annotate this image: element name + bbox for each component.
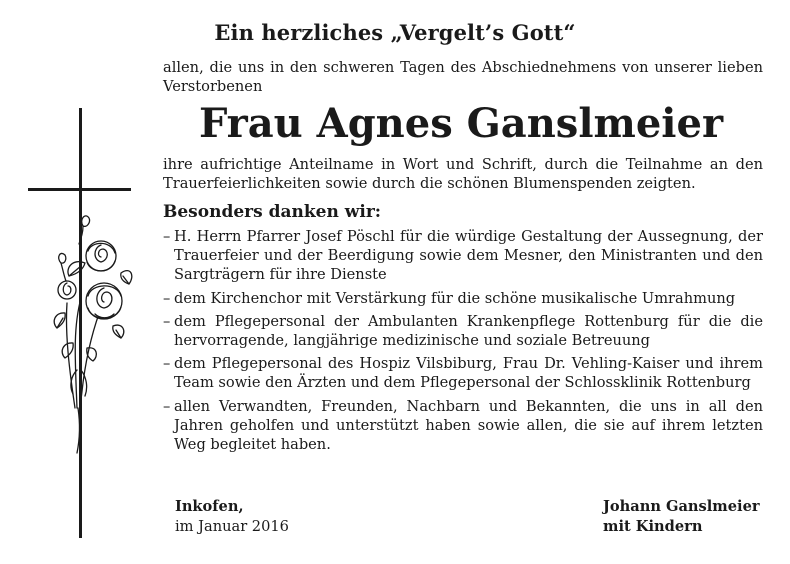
footer-place: Inkofen, [175,498,244,515]
list-item [163,312,763,350]
thanks-text: ihre aufrichtige Anteilname in Wort und Schrift, durch die Teilnahme an den Trauerfeierlichkeiten sowie durch die schönen Blumenspenden zeigten. [163,156,763,192]
list-dash: – [163,355,171,373]
list-item [163,227,763,285]
heading: Ein herzliches „Vergelt’s Gott“ [214,20,576,45]
list-item [163,289,763,308]
intro-text: allen, die uns in den schweren Tagen des Abschiednehmens von unserer lieben Verstorbenen [163,59,763,95]
deceased-name: Frau Agnes Ganslmeier [198,100,724,147]
list-item-text: H. Herrn Pfarrer Josef Pöschl für die würdige Gestaltung der Aussegnung, der Trauerfeier und der Beerdigung sowie dem Mesner, den Ministranten und den Sargträgern für ihre Dienste [174,228,763,284]
footer-signer-suffix: mit Kindern [603,518,703,535]
list-item-text: dem Kirchenchor mit Verstärkung für die schöne musikalische Umrahmung [174,289,736,307]
list-item-text: dem Pflegepersonal der Ambulanten Krankenpflege Rottenburg für die die hervorragende, langjährige medizinische und soziale Betreuung [174,312,763,350]
list-dash: – [163,312,171,330]
list-dash: – [163,228,171,245]
cross-icon [28,108,131,538]
thanks-list [163,227,763,458]
subheading: Besonders danken wir: [163,202,382,222]
cross-with-roses [25,108,155,538]
footer-signature [603,497,760,537]
footer-date: im Januar 2016 [175,518,289,535]
list-dash: – [163,289,171,307]
list-item-text: allen Verwandten, Freunden, Nachbarn und Bekannten, die uns in all den Jahren geholfen und unterstützt haben sowie allen, die sie auf ihrem letzten Weg begleitet haben. [174,397,763,454]
list-item-text: dem Pflegepersonal des Hospiz Vilsbiburg, Frau Dr. Vehling-Kaiser und ihrem Team sowie den Ärzten und dem Pflegepersonal der Schlossklinik Rottenburg [174,355,763,392]
footer-signer: Johann Ganslmeier [603,498,760,515]
footer-place-date [175,497,289,537]
list-item [163,354,763,392]
list-dash: – [163,397,171,415]
roses-icon [54,216,132,453]
list-item [163,397,763,455]
